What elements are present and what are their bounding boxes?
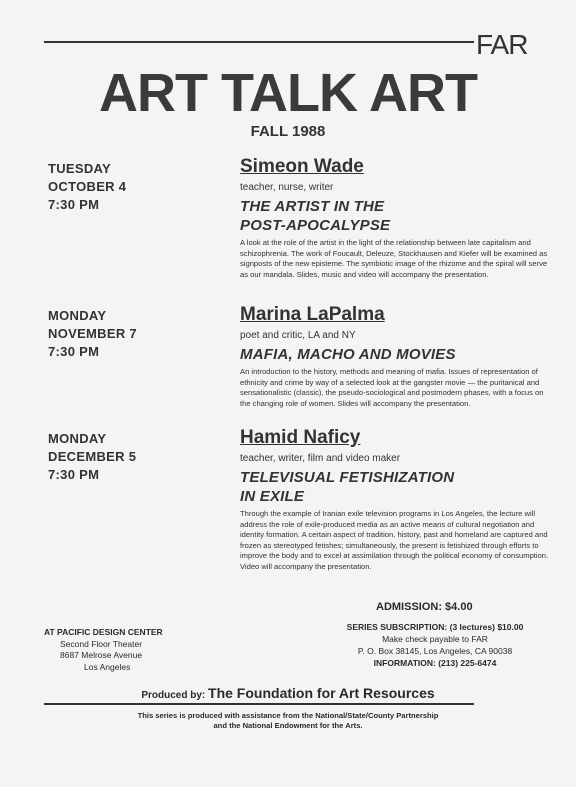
information-phone: INFORMATION: (213) 225-6474 <box>373 658 497 668</box>
lecture-1 <box>240 156 550 280</box>
venue-street: 8687 Melrose Avenue <box>60 650 143 660</box>
lecture-date: OCTOBER 4 <box>48 179 127 194</box>
lecture-time: 7:30 PM <box>48 467 100 482</box>
funding-line: This series is produced with assistance from the National/State/County Partnership <box>137 711 439 720</box>
admission-price: ADMISSION: $4.00 <box>376 601 473 613</box>
page-title: ART TALK ART <box>99 63 477 123</box>
speaker-name: Simeon Wade <box>240 156 364 177</box>
speaker-name: Hamid Naficy <box>240 427 361 448</box>
subscription-info <box>325 621 545 669</box>
lecture-2-date-block <box>48 307 137 361</box>
lecture-day: MONDAY <box>48 431 107 446</box>
venue-room: Second Floor Theater <box>60 638 143 649</box>
mailing-address: P. O. Box 38145, Los Angeles, CA 90038 <box>357 646 513 656</box>
lecture-title-line: IN EXILE <box>240 488 305 505</box>
speaker-name: Marina LaPalma <box>240 304 385 325</box>
bottom-rule <box>44 703 474 705</box>
funding-credit <box>0 711 576 731</box>
lecture-title <box>240 345 550 364</box>
lecture-description: A look at the role of the artist in the light of the relationship between late capitalism and schizophrenia. The work of Foucault, Deleuze, Stockhausen and Kiefer will be examined as signposts of the new episteme. The symbiotic image of the rhizome and the spiral will serve as our mandala. Slides, music and video will accompany the presentation. <box>240 238 548 279</box>
season-label: FALL 1988 <box>250 123 326 140</box>
lecture-title <box>240 468 550 506</box>
subscription-price: SERIES SUBSCRIPTION: (3 lectures) $10.00 <box>346 622 524 632</box>
corner-mark: FAR <box>476 29 528 60</box>
speaker-role: teacher, nurse, writer <box>240 182 334 193</box>
producer-org: The Foundation for Art Resources <box>208 685 435 701</box>
payment-instructions: Make check payable to FAR <box>382 634 488 644</box>
speaker-role: teacher, writer, film and video maker <box>240 453 401 464</box>
produced-by-label: Produced by: <box>141 690 209 701</box>
lecture-time: 7:30 PM <box>48 344 100 359</box>
venue-city: Los Angeles <box>84 661 131 672</box>
top-rule <box>44 41 474 43</box>
producer-credit <box>0 685 576 703</box>
lecture-day: TUESDAY <box>48 161 112 176</box>
lecture-description: An introduction to the history, methods and meaning of mafia. Issues of representation of ethnicity and crime by way of a selected look at the gangster movie — the puritanical and sensationalistic (classic), the pseudo-sociological and postmodern phases, with a focus on the changing role of women. Slides will accompany the presentation. <box>240 367 544 408</box>
venue-info <box>44 627 163 673</box>
funding-line: and the National Endowment for the Arts. <box>213 721 363 730</box>
lecture-title <box>240 197 550 235</box>
lecture-description: Through the example of Iranian exile television programs in Los Angeles, the lecture will address the role of exile-produced media as an active means of cultural negotiation and identity formation. A certain aspect of tradition, history, past and homeland are captured and frozen as stereotyped fetishes; simultaneously, the present is fetishized through efforts to improve the body and to excel at assimilation through the political economy of consumption. Video will accompany the presentation. <box>240 509 549 571</box>
lecture-title-line: POST-APOCALYPSE <box>240 217 391 234</box>
lecture-title-line: MAFIA, MACHO AND MOVIES <box>240 346 456 363</box>
speaker-role: poet and critic, LA and NY <box>240 330 356 341</box>
lecture-1-date-block <box>48 160 126 214</box>
lecture-3 <box>240 427 550 573</box>
lecture-date: NOVEMBER 7 <box>48 326 137 341</box>
lecture-title-line: TELEVISUAL FETISHIZATION <box>240 469 455 486</box>
venue-name: AT PACIFIC DESIGN CENTER <box>44 627 163 637</box>
lecture-2 <box>240 304 550 409</box>
lecture-3-date-block <box>48 430 136 484</box>
lecture-title-line: THE ARTIST IN THE <box>240 198 385 215</box>
lecture-time: 7:30 PM <box>48 197 100 212</box>
lecture-day: MONDAY <box>48 308 107 323</box>
lecture-date: DECEMBER 5 <box>48 449 137 464</box>
